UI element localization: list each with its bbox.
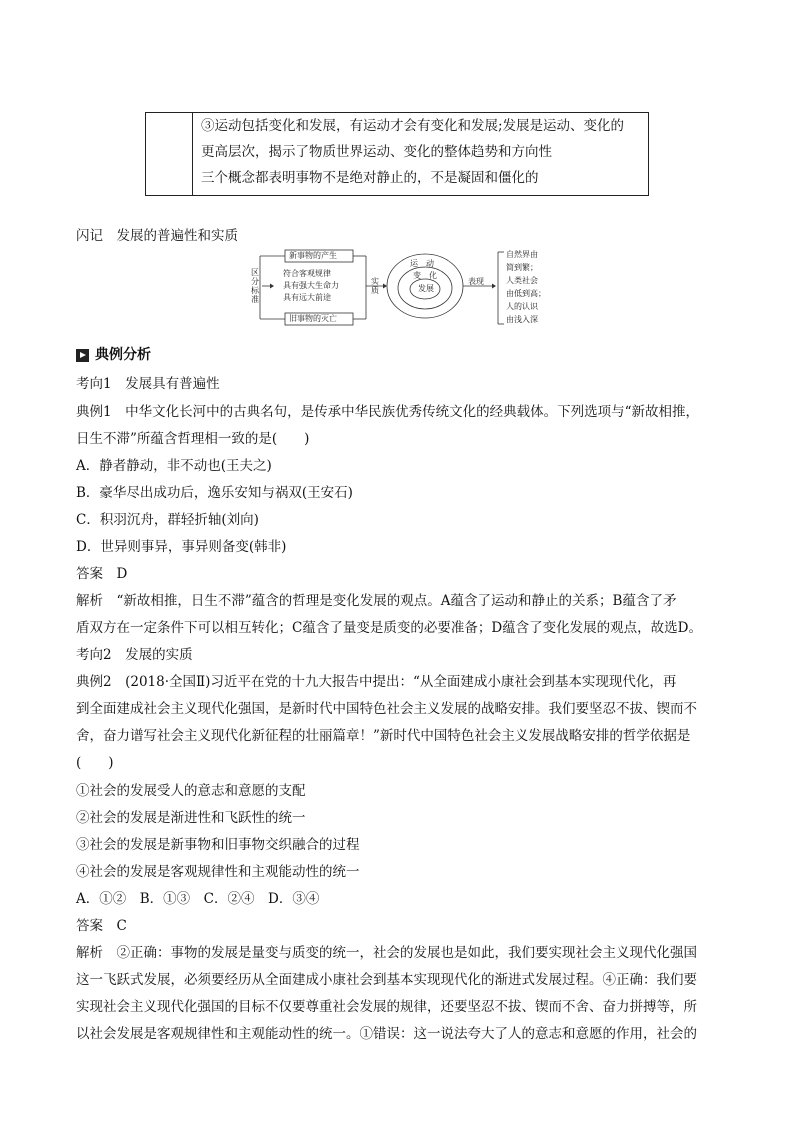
example-1-line-2: 日生不滞”所蕴含哲理相一致的是( ) bbox=[76, 431, 310, 447]
play-icon bbox=[76, 349, 89, 362]
example-2-choices: A．①② B．①③ C．②④ D．③④ bbox=[76, 891, 320, 907]
example-2-analysis-4: 以社会发展是客观规律性和主观能动性的统一。①错误：这一说法夸大了人的意志和意愿的作用，社会的 bbox=[76, 1026, 697, 1042]
memo-title: 闪记 发展的普遍性和实质 bbox=[76, 228, 238, 244]
example-2-analysis-3: 实现社会主义现代化强国的目标不仅要尊重社会发展的规律，还要坚忍不拔、锲而不舍、奋力拼搏等，所 bbox=[76, 999, 697, 1015]
example-2-answer: 答案 C bbox=[76, 918, 127, 934]
topic-1-heading: 考向1 发展具有普遍性 bbox=[76, 376, 220, 392]
example-2-line-4: ( ) bbox=[76, 755, 114, 771]
table-line-2: 更高层次，揭示了物质世界运动、变化的整体趋势和方向性 bbox=[201, 144, 552, 160]
example-2-analysis-1: 解析 ②正确：事物的发展是量变与质变的统一，社会的发展也是如此，我们要实现社会主义现代化强国 bbox=[76, 945, 697, 961]
manifest-line-5: 人的认识 bbox=[506, 302, 538, 311]
example-2-analysis-2: 这一飞跃式发展，必须要经历从全面建成小康社会到基本实现现代化的渐进式发展过程。④正确：我们要 bbox=[76, 972, 697, 988]
example-2-statement-4: ④社会的发展是客观规律性和主观能动性的统一 bbox=[76, 864, 360, 880]
topic-2-heading: 考向2 发展的实质 bbox=[76, 647, 193, 663]
example-1-line-1: 典例1 中华文化长河中的古典名句，是传承中华民族优秀传统文化的经典载体。下列选项与“新故相推， bbox=[76, 404, 699, 420]
essence-label: 实 质 bbox=[371, 277, 379, 295]
development-diagram bbox=[240, 246, 560, 332]
example-2-line-2: 到全面建成社会主义现代化强国，是新时代中国特色社会主义发展的战略安排。我们要坚忍不拔、锲而不 bbox=[76, 701, 697, 717]
criterion-line-2: 具有强大生命力 bbox=[283, 281, 339, 290]
criterion-line-1: 符合客观规律 bbox=[283, 269, 331, 278]
example-1-option-c: C．积羽沉舟，群轻折轴(刘向) bbox=[76, 512, 259, 528]
manifest-line-6: 由浅入深 bbox=[506, 315, 538, 324]
table-line-1: ③运动包括变化和发展，有运动才会有变化和发展;发展是运动、变化的 bbox=[201, 118, 625, 134]
example-2-statement-1: ①社会的发展受人的意志和意愿的支配 bbox=[76, 783, 306, 799]
manifest-line-4: 由低到高； bbox=[506, 289, 546, 298]
ring-outer-label: 运 动 bbox=[410, 259, 434, 268]
manifest-line-3: 人类社会 bbox=[506, 276, 538, 285]
concept-table bbox=[145, 112, 649, 196]
section-heading bbox=[76, 345, 151, 365]
manifest-line-2: 简到繁； bbox=[506, 263, 538, 272]
new-thing-box: 新事物的产生 bbox=[289, 251, 337, 260]
manifest-label: 表现 bbox=[468, 277, 484, 286]
example-2-statement-3: ③社会的发展是新事物和旧事物交织融合的过程 bbox=[76, 837, 360, 853]
criterion-line-3: 具有远大前途 bbox=[283, 293, 331, 302]
example-2-statement-2: ②社会的发展是渐进性和飞跃性的统一 bbox=[76, 810, 306, 826]
example-1-analysis-2: 盾双方在一定条件下可以相互转化；C蕴含了量变是质变的必要准备；D蕴含了变化发展的观点，故选D。 bbox=[76, 620, 702, 636]
example-2-line-1: 典例2 (2018·全国Ⅱ)习近平在党的十九大报告中提出：“从全面建成小康社会到基本实现现代化，再 bbox=[76, 674, 677, 690]
example-1-option-a: A．静者静动，非不动也(王夫之) bbox=[76, 458, 272, 474]
diagram-left-label: 区 分 标 准 bbox=[251, 268, 259, 304]
ring-middle-label: 变 化 bbox=[413, 271, 437, 280]
section-title: 典例分析 bbox=[95, 347, 151, 363]
example-2-line-3: 舍，奋力谱写社会主义现代化新征程的壮丽篇章！”新时代中国特色社会主义发展战略安排的哲学依据是 bbox=[76, 728, 691, 744]
table-column-divider bbox=[192, 113, 193, 195]
manifest-line-1: 自然界由 bbox=[506, 250, 538, 259]
example-1-option-b: B．豪华尽出成功后，逸乐安知与祸双(王安石) bbox=[76, 485, 353, 501]
example-1-answer: 答案 D bbox=[76, 566, 128, 582]
example-1-analysis-1: 解析 “新故相推，日生不滞”蕴含的哲理是变化发展的观点。A蕴含了运动和静止的关系；B蕴含了矛 bbox=[76, 593, 677, 609]
example-1-option-d: D．世异则事异，事异则备变(韩非) bbox=[76, 539, 287, 555]
table-line-3: 三个概念都表明事物不是绝对静止的，不是凝固和僵化的 bbox=[201, 170, 539, 186]
ring-inner-label: 发展 bbox=[418, 284, 434, 293]
old-thing-box: 旧事物的灭亡 bbox=[289, 314, 337, 323]
